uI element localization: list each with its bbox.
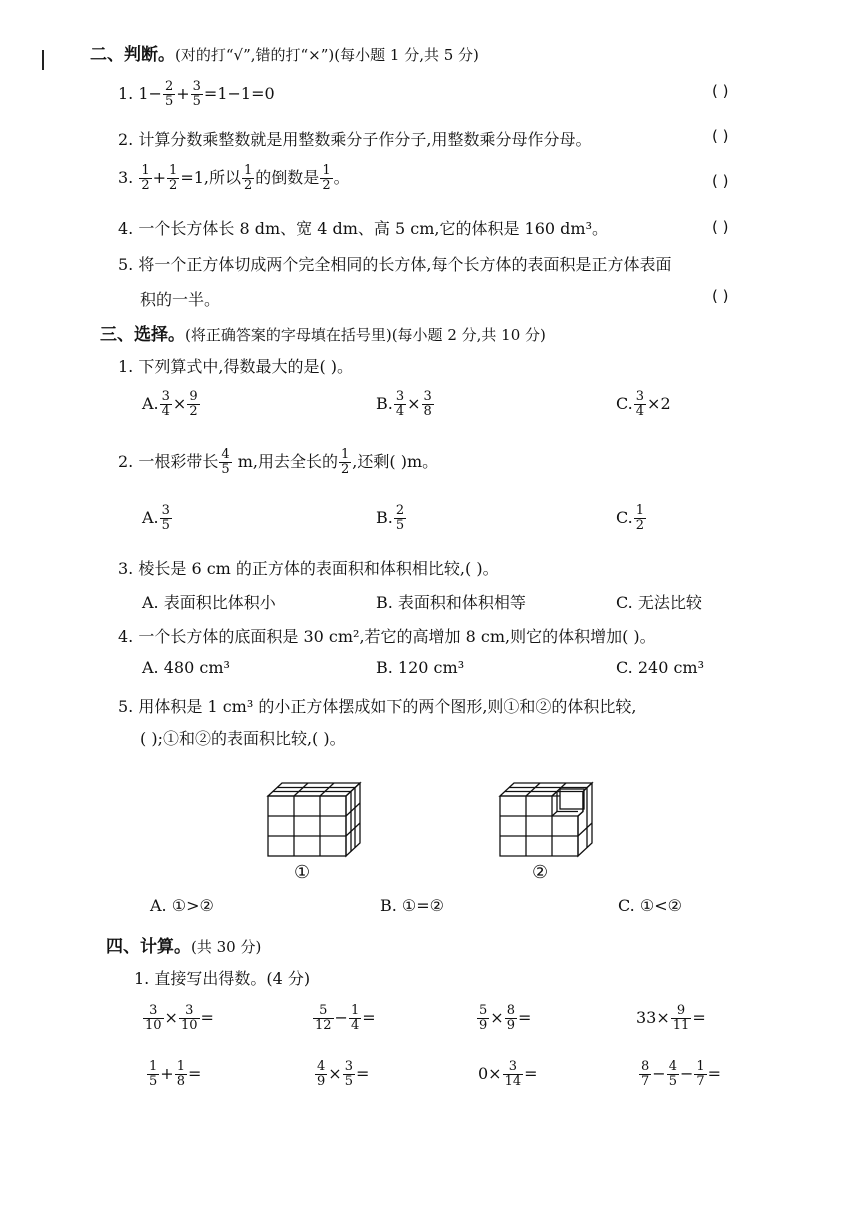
- item-num: 5.: [118, 697, 134, 716]
- fraction: [175, 1060, 187, 1089]
- operator: +: [176, 84, 190, 103]
- item-text: ,还剩( )m。: [352, 452, 439, 471]
- numerator: 3: [344, 1059, 353, 1074]
- item-text: 一根彩带长: [138, 452, 219, 471]
- numerator: 3: [192, 79, 201, 94]
- operator: ×: [407, 394, 421, 413]
- denominator: 2: [635, 518, 645, 533]
- section-3-note: (将正确答案的字母填在括号里)(每小题 2 分,共 10 分): [185, 326, 546, 344]
- fraction: [313, 1004, 334, 1033]
- cube-figure-1: [262, 780, 366, 860]
- equals: =: [362, 1008, 376, 1027]
- equals: =: [517, 1008, 532, 1027]
- denominator: 5: [161, 518, 170, 533]
- denominator: 5: [668, 1074, 677, 1089]
- margin-mark: [42, 50, 44, 70]
- equals: =: [355, 1064, 370, 1083]
- denominator: 10: [145, 1018, 162, 1033]
- choice-q4: [118, 624, 656, 647]
- item-text: 计算分数乘整数就是用整数乘分子作分子,用整数乘分母作分母。: [138, 130, 592, 149]
- choice-q4-a[interactable]: A. 480 cm³: [142, 658, 230, 677]
- denominator: 7: [696, 1074, 705, 1089]
- answer-blank-5[interactable]: ( ): [712, 287, 729, 305]
- fraction: [505, 1004, 517, 1033]
- fraction: [179, 1004, 200, 1033]
- choice-q5-cont: ( );①和②的表面积比较,( )。: [140, 729, 346, 748]
- item-num: 4.: [118, 219, 134, 238]
- numerator: 2: [395, 503, 405, 518]
- section-2-header: [90, 40, 479, 65]
- item-text: 一个长方体长 8 dm、宽 4 dm、高 5 cm,它的体积是 160 dm³。: [138, 219, 609, 238]
- numerator: 8: [506, 1003, 515, 1018]
- denominator: 14: [504, 1074, 522, 1089]
- judge-item-4: [118, 216, 608, 239]
- calc-expr-r2c4[interactable]: [638, 1060, 721, 1089]
- denominator: 5: [221, 462, 230, 477]
- numerator: 4: [221, 447, 230, 462]
- denominator: 8: [423, 404, 432, 419]
- numerator: 4: [317, 1059, 326, 1074]
- expr-part: 1−: [138, 84, 162, 103]
- denominator: 12: [315, 1018, 332, 1033]
- answer-blank-3[interactable]: ( ): [712, 172, 729, 190]
- fraction: [477, 1004, 489, 1033]
- operator: −: [334, 1008, 348, 1027]
- item-num: 4.: [118, 627, 134, 646]
- choice-q2-a[interactable]: [142, 504, 173, 533]
- numerator: 3: [179, 1004, 200, 1019]
- numerator: 4: [668, 1059, 677, 1074]
- denominator: 5: [192, 94, 201, 109]
- numerator: 1: [322, 163, 331, 178]
- denominator: 2: [141, 178, 150, 193]
- fraction: [143, 1004, 164, 1033]
- item-text: 棱长是 6 cm 的正方体的表面积和体积相比较,( )。: [138, 559, 499, 578]
- numerator: 9: [671, 1004, 692, 1019]
- fraction: [160, 390, 172, 419]
- choice-q3-b[interactable]: B. 表面积和体积相等: [376, 593, 526, 612]
- judge-item-1: [118, 80, 275, 109]
- numerator: 1: [244, 163, 253, 178]
- numerator: 3: [143, 1004, 164, 1019]
- denominator: 2: [322, 178, 331, 193]
- denominator: 8: [176, 1074, 185, 1089]
- operator: ×: [172, 394, 187, 413]
- denominator: 2: [341, 462, 350, 477]
- item-num: 2.: [118, 452, 134, 471]
- calc-expr-r2c2[interactable]: [314, 1060, 369, 1089]
- choice-q1: [118, 354, 353, 377]
- section-4-title: 四、计算。: [106, 937, 191, 957]
- item-num: 3.: [118, 168, 134, 187]
- calc-subheading-1: 1. 直接写出得数。(4 分): [134, 969, 311, 988]
- fraction: [422, 390, 434, 419]
- fraction: [187, 390, 199, 419]
- expr-part: 0×: [478, 1064, 502, 1083]
- denominator: 4: [395, 404, 405, 419]
- denominator: 9: [506, 1018, 515, 1033]
- denominator: 5: [344, 1074, 353, 1089]
- equals: =: [524, 1064, 538, 1083]
- fraction: [315, 1060, 327, 1089]
- item-text: 。: [333, 168, 350, 187]
- numerator: 5: [479, 1003, 488, 1018]
- denominator: 11: [672, 1018, 690, 1033]
- option-label: C.: [616, 508, 633, 527]
- item-num: 2.: [118, 130, 134, 149]
- choice-q2: [118, 448, 438, 477]
- item-text: =1,所以: [180, 168, 242, 187]
- denominator: 2: [189, 404, 198, 419]
- denominator: 2: [169, 178, 178, 193]
- numerator: 3: [503, 1060, 524, 1075]
- choice-q2-b[interactable]: [376, 504, 407, 533]
- fraction: [139, 164, 151, 193]
- choice-q1-a[interactable]: [142, 390, 201, 419]
- fraction: [320, 164, 332, 193]
- numerator: 1: [149, 1059, 158, 1074]
- choice-q5: [118, 694, 637, 717]
- fraction: [219, 448, 231, 477]
- numerator: 1: [341, 447, 350, 462]
- item-num: 1.: [118, 84, 134, 103]
- denominator: 7: [641, 1074, 650, 1089]
- choice-q5-a[interactable]: A. ①>②: [150, 896, 214, 915]
- fraction: [191, 80, 203, 109]
- fraction: [639, 1060, 651, 1089]
- fraction: [634, 504, 646, 533]
- fraction: [242, 164, 254, 193]
- fraction: [394, 504, 406, 533]
- fraction: [634, 390, 646, 419]
- item-text: m,用去全长的: [232, 452, 339, 471]
- fraction: [394, 390, 406, 419]
- operator: ×: [328, 1064, 342, 1083]
- equals: =: [707, 1064, 722, 1083]
- operator: ×2: [647, 394, 671, 413]
- choice-q4-b[interactable]: B. 120 cm³: [376, 658, 465, 677]
- section-4-note: (共 30 分): [191, 938, 262, 956]
- calc-expr-r1c3[interactable]: [476, 1004, 531, 1033]
- fraction: [163, 80, 175, 109]
- item-text: 下列算式中,得数最大的是( )。: [138, 357, 354, 376]
- choice-q5-c[interactable]: C. ①<②: [618, 896, 682, 915]
- item-text: 的倒数是: [255, 168, 320, 187]
- item-text: 一个长方体的底面积是 30 cm²,若它的高增加 8 cm,则它的体积增加( )。: [138, 627, 656, 646]
- option-label: A.: [142, 394, 159, 413]
- section-3-header: [100, 320, 546, 345]
- equals: =: [200, 1008, 214, 1027]
- section-4-header: [106, 932, 261, 957]
- denominator: 4: [161, 404, 170, 419]
- numerator: 3: [423, 389, 432, 404]
- option-label: B.: [376, 394, 393, 413]
- judge-item-5: [118, 252, 671, 275]
- denominator: 9: [317, 1074, 326, 1089]
- judge-item-3: 3. $\frac{1}{2}$ + $\frac{1}{2}$ =1,所以 $\frac{1}{2}$ 的倒数是 $\frac{1}{2}$ 。: [118, 163, 350, 193]
- calc-expr-r2c3[interactable]: [478, 1060, 538, 1089]
- equals: =: [187, 1064, 202, 1083]
- fraction: [671, 1004, 692, 1033]
- answer-blank-2[interactable]: ( ): [712, 127, 729, 145]
- item-num: 5.: [118, 255, 134, 274]
- figure-2-label: ②: [532, 862, 549, 883]
- expr-part: 33×: [636, 1008, 670, 1027]
- option-label: A.: [142, 508, 159, 527]
- operator: −: [679, 1064, 694, 1083]
- numerator: 1: [696, 1059, 705, 1074]
- denominator: 5: [149, 1074, 158, 1089]
- operator: +: [160, 1064, 174, 1083]
- choice-q3-a[interactable]: A. 表面积比体积小: [142, 593, 276, 612]
- fraction: [167, 164, 179, 193]
- option-label: C.: [616, 394, 633, 413]
- option-label: B.: [376, 508, 393, 527]
- numerator: 1: [169, 163, 178, 178]
- section-2-note: (对的打“√”,错的打“×”)(每小题 1 分,共 5 分): [175, 46, 479, 64]
- expr-part: =1−1=0: [203, 84, 275, 103]
- item-num: 3.: [118, 559, 134, 578]
- choice-q1-b[interactable]: [376, 390, 435, 419]
- denominator: 9: [479, 1018, 488, 1033]
- answer-blank-1[interactable]: ( ): [712, 82, 729, 100]
- cube-figure-2: [494, 780, 598, 860]
- numerator: 2: [164, 79, 174, 94]
- fraction: [349, 1004, 361, 1033]
- numerator: 1: [635, 503, 645, 518]
- calc-expr-r1c2[interactable]: [312, 1004, 376, 1033]
- fraction: [503, 1060, 524, 1089]
- equals: =: [692, 1008, 706, 1027]
- section-2-title: 二、判断。: [90, 45, 175, 65]
- denominator: 2: [244, 178, 253, 193]
- operator: −: [652, 1064, 666, 1083]
- judge-item-5-cont: 积的一半。: [140, 290, 221, 309]
- fraction: [339, 448, 351, 477]
- operator: ×: [490, 1008, 504, 1027]
- judge-item-2: [118, 127, 591, 150]
- item-text: 将一个正方体切成两个完全相同的长方体,每个长方体的表面积是正方体表面: [138, 255, 672, 274]
- numerator: 3: [161, 389, 170, 404]
- calc-expr-r2c1[interactable]: [146, 1060, 201, 1089]
- denominator: 10: [180, 1018, 198, 1033]
- denominator: 4: [350, 1018, 360, 1033]
- numerator: 9: [189, 389, 198, 404]
- figure-1-label: ①: [294, 862, 311, 883]
- numerator: 3: [635, 389, 645, 404]
- denominator: 4: [635, 404, 645, 419]
- section-3-title: 三、选择。: [100, 325, 185, 345]
- choice-q4-c[interactable]: C. 240 cm³: [616, 658, 705, 677]
- item-text: 用体积是 1 cm³ 的小正方体摆成如下的两个图形,则①和②的体积比较,: [138, 697, 637, 716]
- numerator: 1: [176, 1059, 185, 1074]
- choice-q1-c[interactable]: [616, 390, 671, 419]
- fraction: [147, 1060, 159, 1089]
- numerator: 8: [641, 1059, 650, 1074]
- numerator: 1: [141, 163, 150, 178]
- calc-expr-r1c4[interactable]: [636, 1004, 706, 1033]
- choice-q3: [118, 556, 499, 579]
- item-num: 1.: [118, 357, 134, 376]
- numerator: 5: [313, 1004, 334, 1019]
- fraction: [667, 1060, 679, 1089]
- fraction: [694, 1060, 706, 1089]
- fraction: [343, 1060, 355, 1089]
- numerator: 1: [350, 1003, 360, 1018]
- denominator: 5: [164, 94, 174, 109]
- choice-q2-c[interactable]: [616, 504, 647, 533]
- choice-q5-b[interactable]: B. ①=②: [380, 896, 445, 915]
- operator: ×: [164, 1008, 178, 1027]
- fraction: [160, 504, 172, 533]
- numerator: 3: [161, 503, 170, 518]
- answer-blank-4[interactable]: ( ): [712, 218, 729, 236]
- numerator: 3: [395, 389, 405, 404]
- denominator: 5: [395, 518, 405, 533]
- choice-q3-c[interactable]: C. 无法比较: [616, 593, 702, 612]
- calc-expr-r1c1[interactable]: [142, 1004, 214, 1033]
